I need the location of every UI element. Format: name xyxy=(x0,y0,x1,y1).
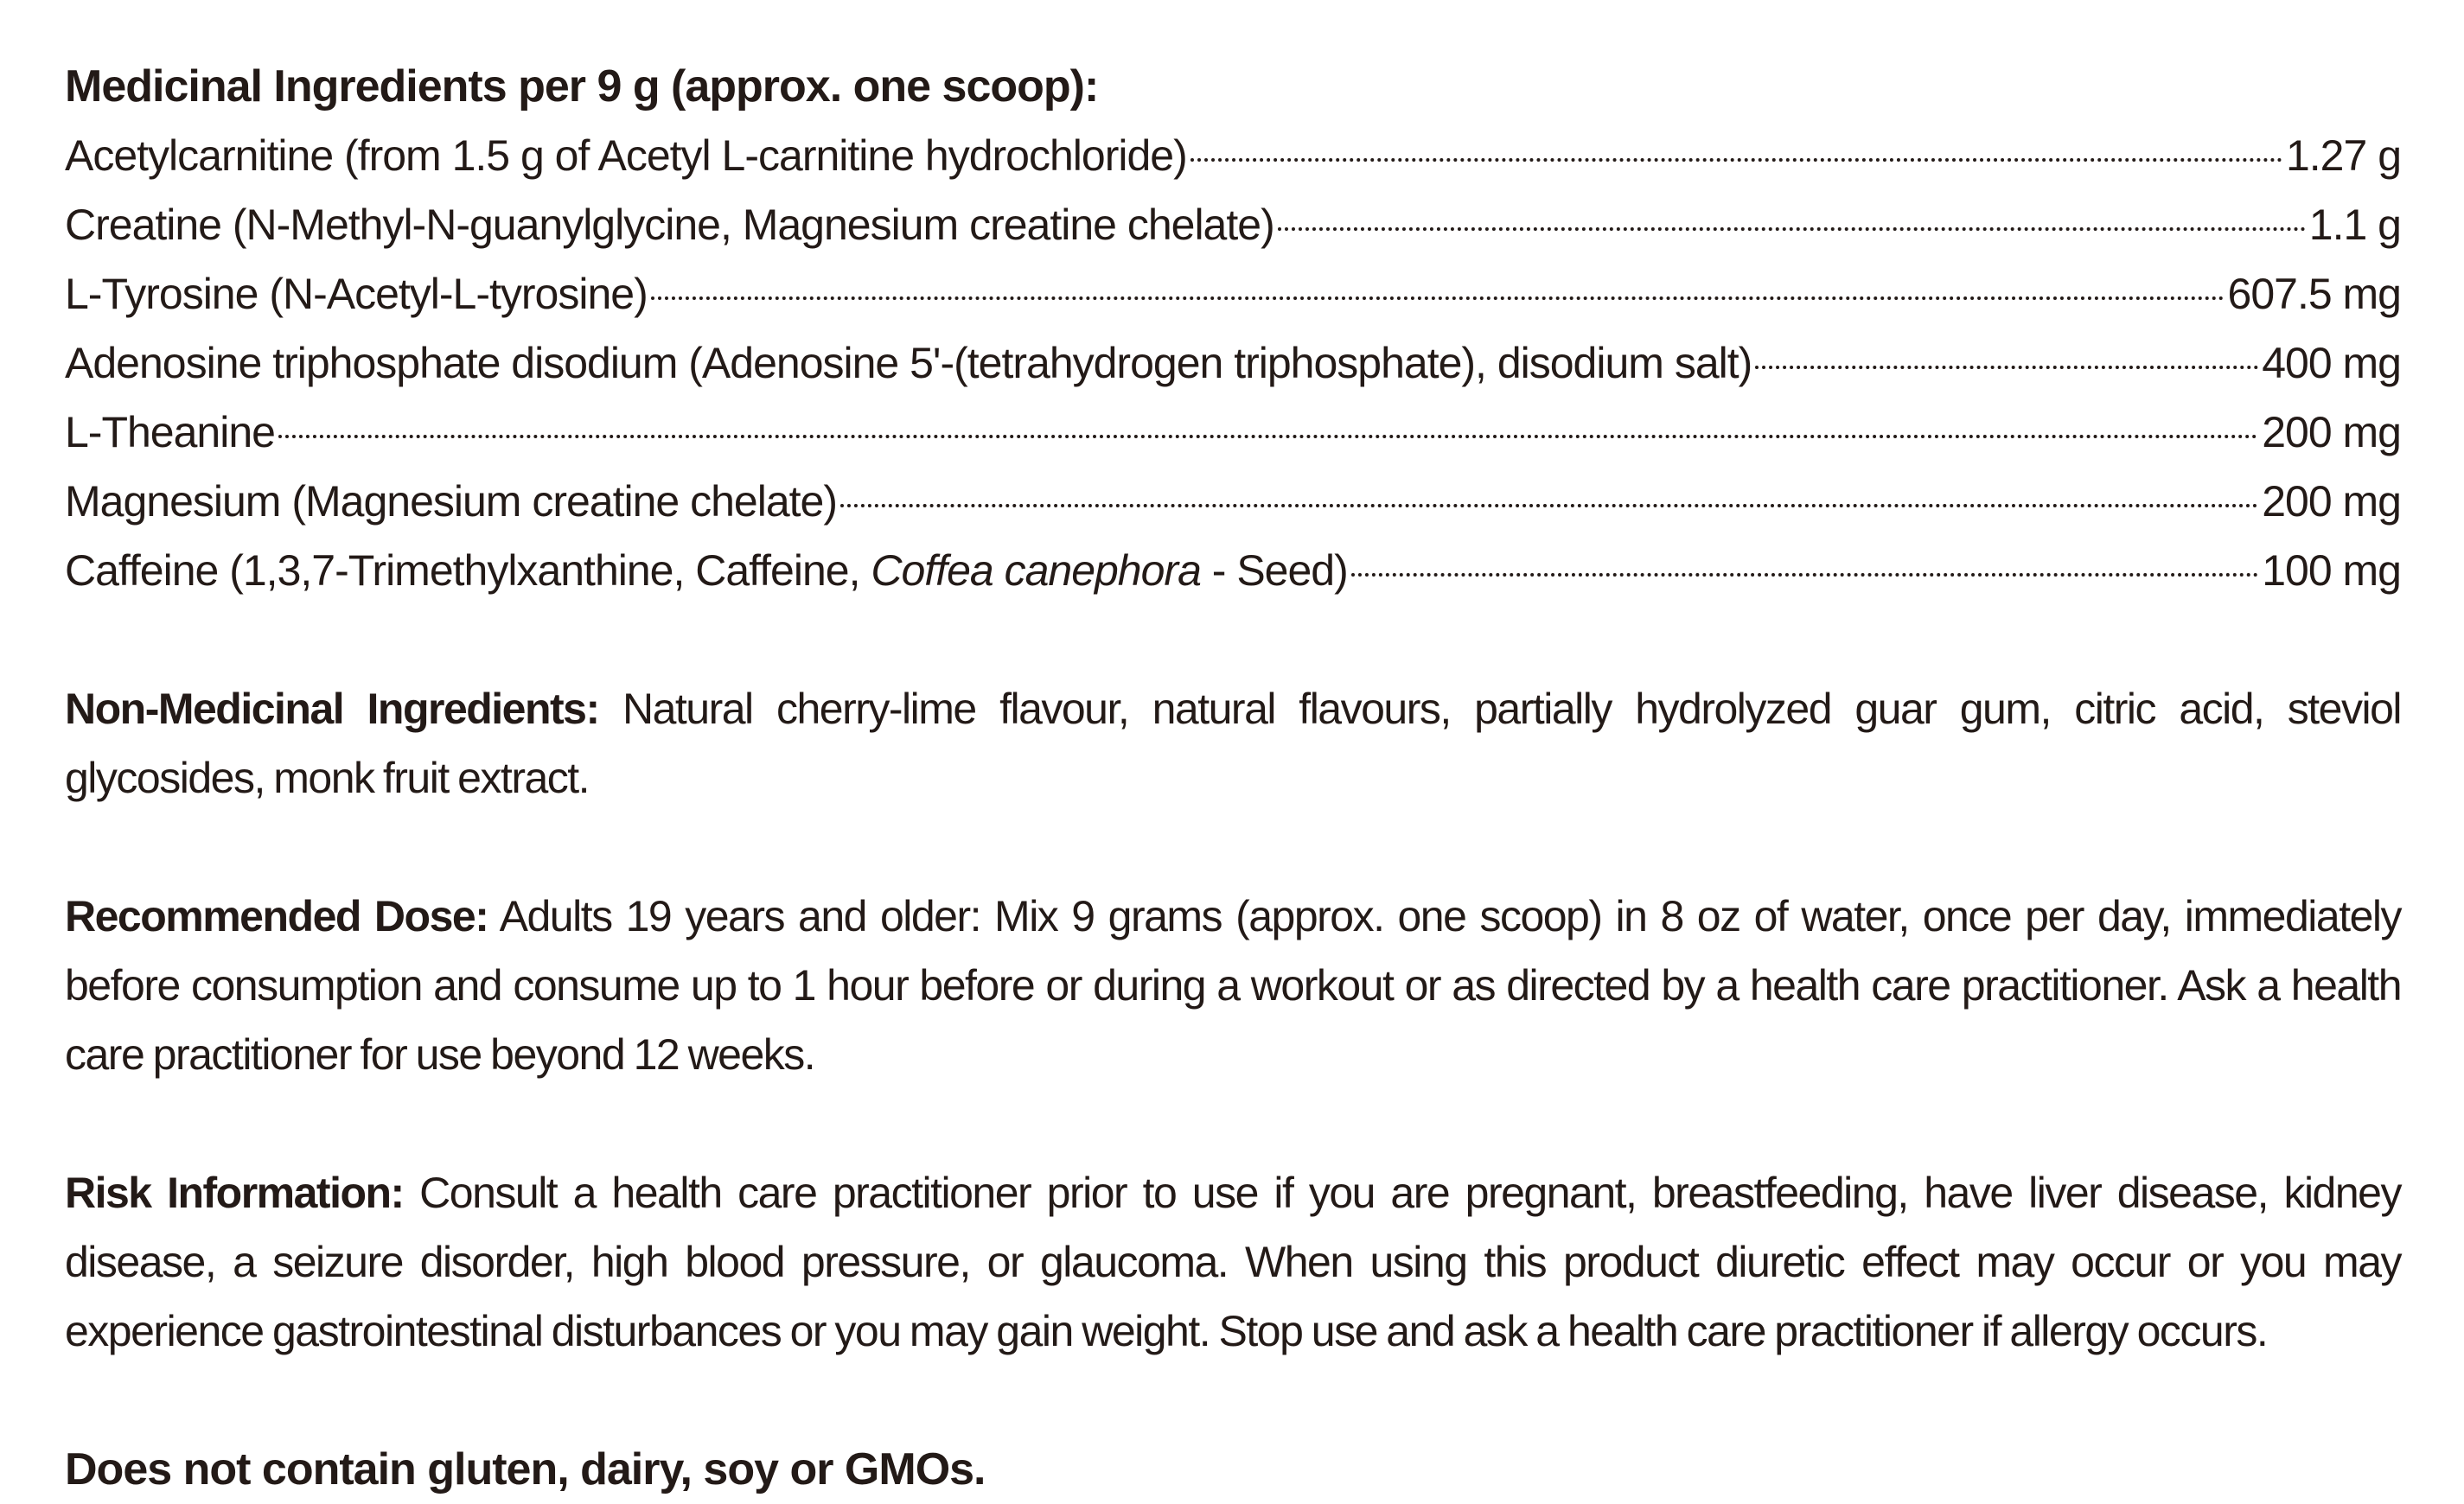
ingredient-row xyxy=(65,467,2401,536)
ingredient-row xyxy=(65,536,2401,605)
ingredient-name: Acetylcarnitine (from 1.5 g of Acetyl L-carnitine hydrochloride) xyxy=(65,131,1187,180)
dot-leader xyxy=(1278,226,2306,231)
allergen-note xyxy=(65,1435,2401,1504)
ingredient-amount: 607.5 mg xyxy=(2227,270,2401,318)
ingredient-amount: 1.1 g xyxy=(2308,201,2401,249)
dot-leader xyxy=(651,296,2225,300)
non-medicinal-text: Natural cherry-lime flavour, natural flavours, partially hydrolyzed guar gum, citric acid, steviol glycosides, monk fruit extract. xyxy=(65,685,2401,802)
ingredient-row xyxy=(65,398,2401,467)
risk-information xyxy=(65,1158,2401,1366)
dot-leader xyxy=(1351,572,2258,577)
medicinal-ingredients-heading-text: Medicinal Ingredients per 9 g (approx. one scoop): xyxy=(65,61,1099,112)
non-medicinal-ingredients xyxy=(65,674,2401,813)
ingredient-name: Creatine (N-Methyl-N-guanylglycine, Magnesium creatine chelate) xyxy=(65,201,1274,249)
supplement-label-panel xyxy=(65,52,2401,1504)
medicinal-ingredients-list xyxy=(65,121,2401,605)
ingredient-amount: 200 mg xyxy=(2262,408,2401,456)
ingredient-amount: 400 mg xyxy=(2262,339,2401,387)
ingredient-amount: 100 mg xyxy=(2262,546,2401,595)
ingredient-name-part: - Seed) xyxy=(1200,546,1348,595)
ingredient-row xyxy=(65,259,2401,328)
dot-leader xyxy=(1191,157,2282,162)
ingredient-name: L-Theanine xyxy=(65,408,275,456)
non-medicinal-label: Non-Medicinal Ingredients: xyxy=(65,685,599,733)
recommended-dose xyxy=(65,882,2401,1089)
ingredient-amount: 200 mg xyxy=(2262,477,2401,526)
ingredient-amount: 1.27 g xyxy=(2285,131,2401,180)
ingredient-row xyxy=(65,328,2401,398)
botanical-name: Coffea canephora xyxy=(871,546,1201,595)
ingredient-name: Magnesium (Magnesium creatine chelate) xyxy=(65,477,837,526)
ingredient-name: Adenosine triphosphate disodium (Adenosine 5'-(tetrahydrogen triphosphate), disodium salt) xyxy=(65,339,1752,387)
ingredient-name: L-Tyrosine (N-Acetyl-L-tyrosine) xyxy=(65,270,648,318)
recommended-dose-label: Recommended Dose: xyxy=(65,892,488,940)
dot-leader xyxy=(278,434,2258,438)
ingredient-name-part: Caffeine (1,3,7-Trimethylxanthine, Caffeine, xyxy=(65,546,871,595)
risk-information-label: Risk Information: xyxy=(65,1169,404,1217)
recommended-dose-text: Adults 19 years and older: Mix 9 grams (approx. one scoop) in 8 oz of water, once per day, immediately before consumption and consume up to 1 hour before or during a workout or as directed by a health care practitioner. Ask a health care practitioner for use beyond 12 weeks. xyxy=(65,892,2402,1079)
ingredient-row xyxy=(65,121,2401,190)
dot-leader xyxy=(840,503,2258,507)
ingredient-name xyxy=(65,536,1348,605)
risk-information-text: Consult a health care practitioner prior to use if you are pregnant, breastfeeding, have liver disease, kidney disease, a seizure disorder, high blood pressure, or glaucoma. When using this product diuretic effect may occur or you may experience gastrointestinal disturbances or you may gain weight. Stop use and ask a health care practitioner if allergy occurs. xyxy=(65,1169,2401,1355)
dot-leader xyxy=(1755,365,2258,369)
medicinal-ingredients-heading xyxy=(65,52,2401,121)
allergen-note-text: Does not contain gluten, dairy, soy or GMOs. xyxy=(65,1444,986,1494)
ingredient-row xyxy=(65,190,2401,259)
